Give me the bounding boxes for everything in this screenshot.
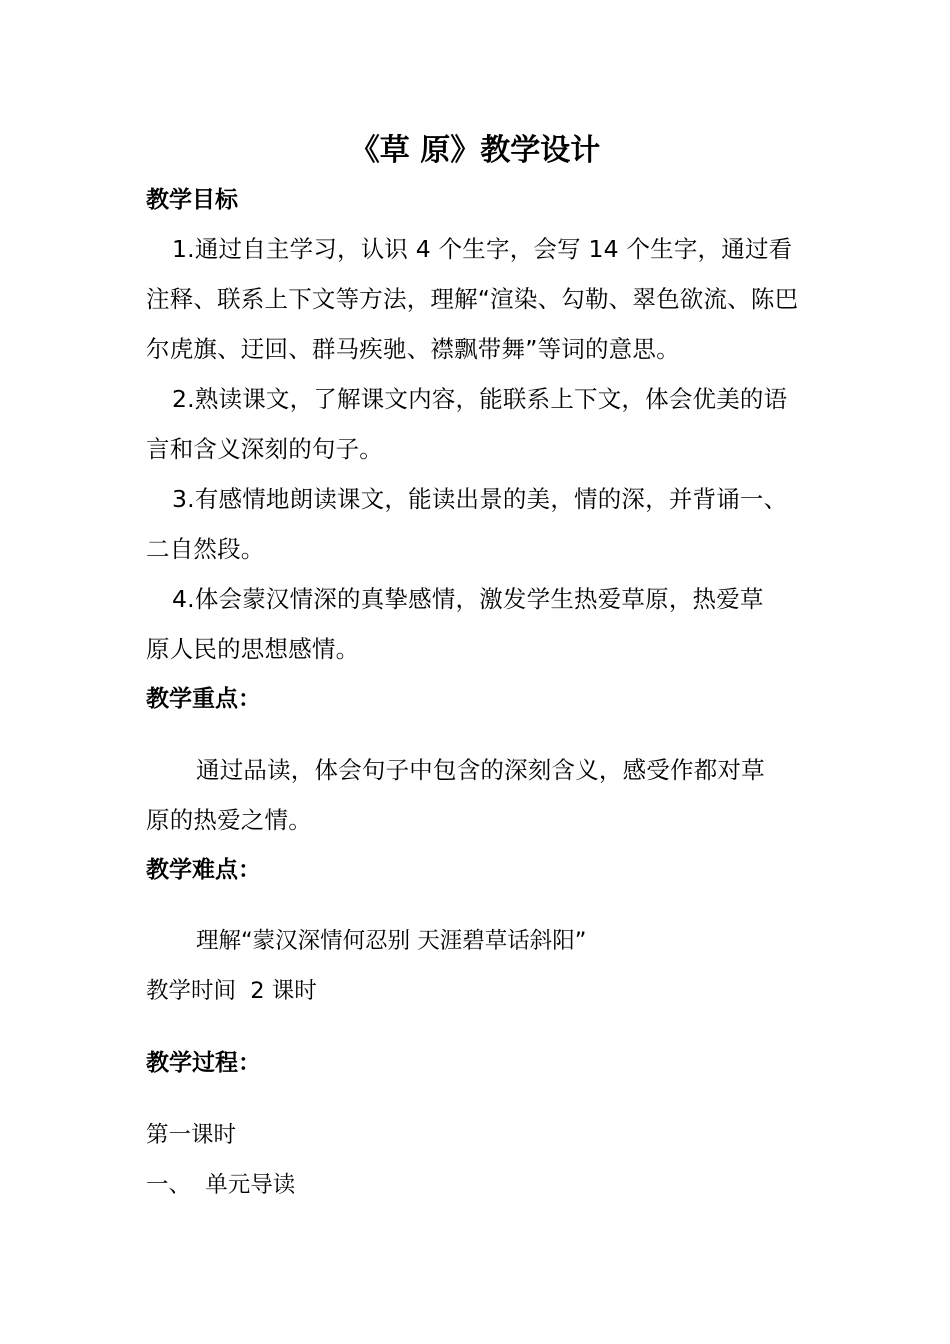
difficulties-line: 理解“蒙汉深情何忍别 天涯碧草话斜阳” xyxy=(196,928,587,954)
key-points-heading: 教学重点： xyxy=(146,686,261,712)
objective-line-1: 1.通过自主学习，认识 4 个生字，会写 14 个生字，通过看 xyxy=(172,235,793,263)
process-heading: 教学过程： xyxy=(146,1050,261,1076)
objective-line-7: 二自然段。 xyxy=(146,535,265,563)
step-unit-intro: 一、 单元导读 xyxy=(146,1172,296,1198)
key-points-line-1: 通过品读，体会句子中包含的深刻含义，感受作都对草 xyxy=(196,756,765,784)
objective-line-4: 2.熟读课文，了解课文内容，能联系上下文，体会优美的语 xyxy=(172,385,788,413)
objectives-heading: 教学目标 xyxy=(146,187,238,213)
objective-line-6: 3.有感情地朗读课文，能读出景的美，情的深，并背诵一、 xyxy=(172,485,788,513)
objective-line-9: 原人民的思想感情。 xyxy=(146,635,360,663)
objective-line-5: 言和含义深刻的句子。 xyxy=(146,435,383,463)
teaching-time: 教学时间 2 课时 xyxy=(146,978,317,1004)
difficulties-heading: 教学难点： xyxy=(146,857,261,883)
lesson-label: 第一课时 xyxy=(146,1122,237,1148)
objective-line-8: 4.体会蒙汉情深的真挚感情，激发学生热爱草原，热爱草 xyxy=(172,585,764,613)
document-title: 《草 原》教学设计 xyxy=(349,133,601,168)
objective-line-2: 注释、联系上下文等方法，理解“渲染、勾勒、翠色欲流、陈巴 xyxy=(146,285,799,313)
objective-line-3: 尔虎旗、迂回、群马疾驰、襟飘带舞”等词的意思。 xyxy=(146,335,680,363)
key-points-line-2: 原的热爱之情。 xyxy=(146,806,312,834)
